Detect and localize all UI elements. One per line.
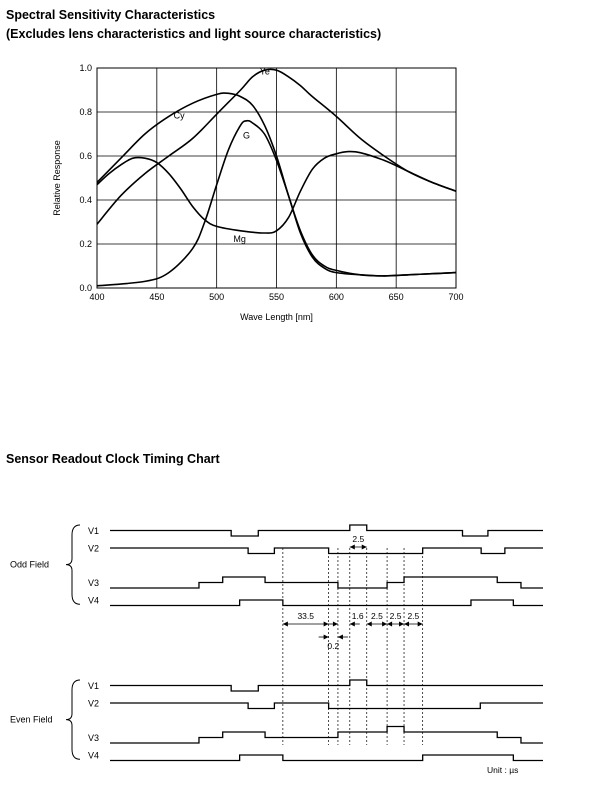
signal-label-v3: V3 bbox=[88, 733, 100, 743]
y-tick-label: 0.8 bbox=[79, 107, 92, 117]
unit-label: Unit : µs bbox=[487, 765, 519, 775]
dimension-label: 0.2 bbox=[327, 641, 340, 651]
series-label-cy: Cy bbox=[173, 110, 185, 121]
series-label-mg: Mg bbox=[233, 233, 246, 244]
signal-waveform-v1 bbox=[110, 680, 543, 691]
dimension-arrowhead bbox=[338, 635, 343, 640]
signal-waveform-v4 bbox=[110, 600, 543, 606]
y-tick-label: 1.0 bbox=[79, 63, 92, 73]
dimension-label: 2.5 bbox=[371, 611, 383, 621]
field-label: Odd Field bbox=[10, 559, 50, 570]
dimension-arrowhead bbox=[418, 622, 423, 627]
signal-waveform-v2 bbox=[110, 703, 543, 709]
signal-label-v1: V1 bbox=[88, 681, 100, 691]
y-tick-label: 0.0 bbox=[79, 283, 92, 293]
dimension-arrowhead bbox=[382, 622, 387, 627]
spectral-chart-title: Spectral Sensitivity Characteristics bbox=[6, 8, 216, 22]
x-tick-label: 600 bbox=[328, 292, 344, 302]
field-label: Even Field bbox=[10, 714, 53, 725]
signal-waveform-v3 bbox=[110, 577, 543, 588]
dimension-label: 1.6 bbox=[351, 611, 364, 621]
dimension-arrowhead bbox=[362, 545, 367, 550]
x-tick-label: 500 bbox=[209, 292, 225, 302]
series-label-g: G bbox=[242, 130, 251, 141]
x-tick-label: 450 bbox=[149, 292, 165, 302]
dimension-label: 2.5 bbox=[389, 611, 402, 621]
signal-label-v4: V4 bbox=[88, 750, 100, 761]
dimension-label: 2.5 bbox=[407, 611, 420, 621]
x-axis-label: Wave Length [nm] bbox=[240, 312, 313, 322]
dimension-arrowhead bbox=[387, 622, 392, 627]
dimension-arrowhead bbox=[324, 622, 329, 627]
dimension-arrowhead bbox=[367, 622, 372, 627]
signal-label-v1: V1 bbox=[88, 526, 100, 536]
signal-label-v2: V2 bbox=[88, 543, 100, 554]
signal-label-v2: V2 bbox=[88, 698, 100, 709]
y-tick-label: 0.6 bbox=[79, 151, 92, 161]
timing-chart-title: Sensor Readout Clock Timing Chart bbox=[6, 452, 220, 466]
dimension-arrowhead bbox=[404, 622, 409, 627]
dimension-arrowhead bbox=[350, 545, 355, 550]
dimension-arrowhead bbox=[333, 622, 338, 627]
y-axis-label: Relative Response bbox=[52, 140, 62, 216]
dimension-arrowhead bbox=[283, 622, 288, 627]
spectral-chart-subtitle: (Excludes lens characteristics and light source characteristics) bbox=[6, 27, 382, 41]
x-tick-label: 650 bbox=[388, 292, 404, 302]
x-tick-label: 550 bbox=[268, 292, 285, 302]
y-tick-label: 0.2 bbox=[79, 239, 92, 249]
series-label-ye: Ye bbox=[259, 66, 270, 77]
signal-waveform-v3 bbox=[110, 727, 543, 744]
signal-waveform-v1 bbox=[110, 525, 543, 536]
dimension-arrowhead bbox=[350, 622, 355, 627]
signal-label-v3: V3 bbox=[88, 578, 100, 588]
dimension-arrowhead bbox=[324, 635, 329, 640]
dimension-label: 33.5 bbox=[297, 611, 315, 621]
field-brace bbox=[66, 680, 80, 759]
x-tick-label: 700 bbox=[448, 292, 464, 302]
signal-waveform-v2 bbox=[110, 548, 543, 554]
y-tick-label: 0.4 bbox=[79, 195, 92, 205]
x-tick-label: 400 bbox=[89, 292, 105, 302]
dimension-label: 2.5 bbox=[352, 534, 365, 544]
dimension-arrowhead bbox=[399, 622, 404, 627]
signal-waveform-v4 bbox=[110, 755, 543, 761]
signal-label-v4: V4 bbox=[88, 595, 100, 606]
field-brace bbox=[66, 525, 80, 604]
